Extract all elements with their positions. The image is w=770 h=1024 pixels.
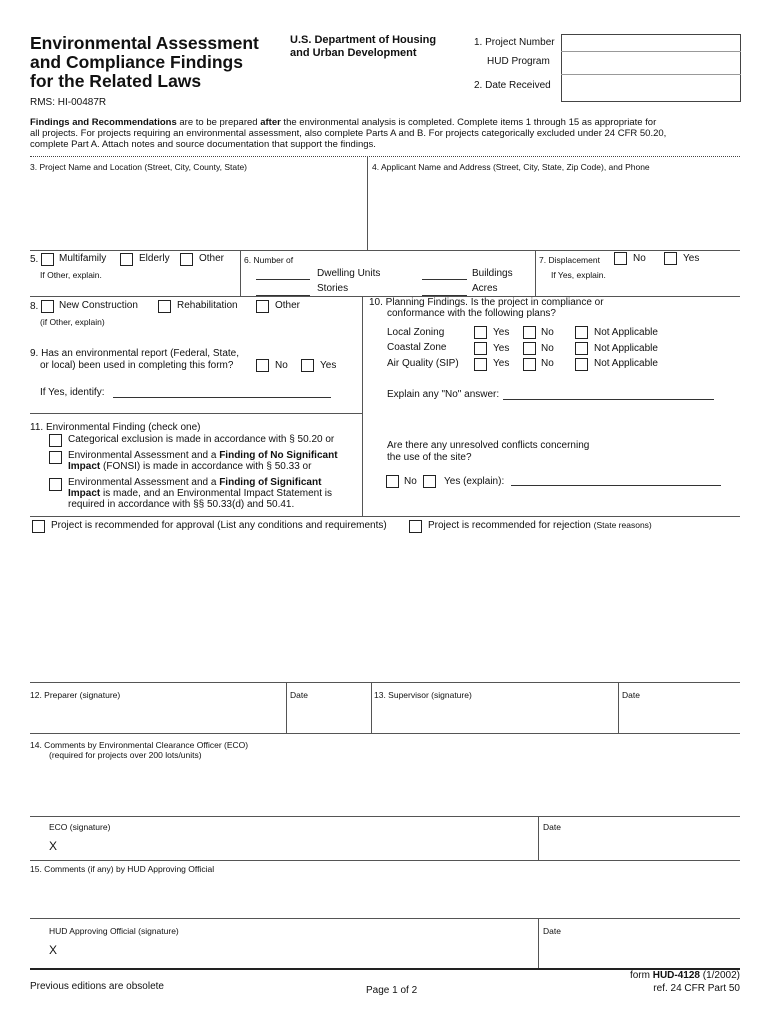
local-zoning-no-label: No: [541, 327, 554, 338]
new-construction-label: New Construction: [59, 300, 138, 311]
hud-official-comments-label: 15. Comments (if any) by HUD Approving Official: [30, 864, 215, 874]
stories-label: Stories: [317, 283, 349, 294]
recommend-approval-label: Project is recommended for approval (List any conditions and requirements): [51, 520, 387, 531]
coastal-zone-no-checkbox[interactable]: [523, 342, 536, 355]
coastal-zone-yes-label: Yes: [493, 343, 510, 354]
supervisor-date-label: Date: [622, 690, 640, 700]
form-title-line3: for the Related Laws: [30, 71, 202, 91]
fonsi-label-line2: Impact (FONSI) is made in accordance with § 50.33 or: [68, 461, 312, 472]
fonsi-label-line1: Environmental Assessment and a Finding of No Significant: [68, 450, 338, 461]
significant-impact-checkbox[interactable]: [49, 478, 62, 491]
conflicts-yes-label: Yes (explain):: [444, 476, 505, 487]
displacement-explain-label: If Yes, explain.: [551, 270, 606, 280]
eco-comments-label-line1: 14. Comments by Environmental Clearance Officer (ECO): [30, 740, 249, 750]
hud-program-label: HUD Program: [487, 56, 550, 67]
conflicts-no-checkbox[interactable]: [386, 475, 399, 488]
recommend-rejection-checkbox[interactable]: [409, 520, 422, 533]
instructions-line1: Findings and Recommendations are to be prepared after the environmental analysis is completed. Complete items 1 through 15 as appropriate for: [30, 117, 657, 128]
eco-date-field[interactable]: [543, 834, 738, 858]
displacement-yes-label: Yes: [683, 253, 700, 264]
dwelling-units-field[interactable]: [256, 279, 310, 280]
date-received-field[interactable]: [563, 76, 739, 100]
hud-program-field[interactable]: [563, 53, 739, 73]
rehabilitation-checkbox[interactable]: [158, 300, 171, 313]
recommendation-notes-area[interactable]: [30, 536, 740, 680]
significant-impact-label-line2: Impact is made, and an Environmental Impact Statement is: [68, 488, 333, 499]
recommend-rejection-label: Project is recommended for rejection (State reasons): [428, 520, 652, 531]
department-name-line2: and Urban Development: [290, 47, 417, 59]
air-quality-yes-checkbox[interactable]: [474, 358, 487, 371]
hud-official-date-field[interactable]: [543, 938, 738, 966]
project-number-label: 1. Project Number: [474, 37, 555, 48]
form-number: form HUD-4128 (1/2002): [629, 970, 740, 981]
acres-field[interactable]: [422, 295, 467, 296]
local-zoning-label: Local Zoning: [387, 327, 445, 338]
report-identify-label: If Yes, identify:: [40, 387, 105, 398]
air-quality-no-label: No: [541, 358, 554, 369]
planning-findings-line2: conformance with the following plans?: [387, 308, 556, 319]
other-type-checkbox[interactable]: [180, 253, 193, 266]
supervisor-signature-label: 13. Supervisor (signature): [374, 690, 472, 700]
new-construction-checkbox[interactable]: [41, 300, 54, 313]
multifamily-label: Multifamily: [59, 253, 107, 264]
eco-comments-field[interactable]: [30, 762, 740, 814]
buildings-field[interactable]: [422, 279, 467, 280]
project-name-location-label: 3. Project Name and Location (Street, City, County, State): [30, 162, 248, 172]
coastal-zone-yes-checkbox[interactable]: [474, 342, 487, 355]
conflicts-yes-checkbox[interactable]: [423, 475, 436, 488]
preparer-date-label: Date: [290, 690, 308, 700]
multifamily-checkbox[interactable]: [41, 253, 54, 266]
displacement-no-checkbox[interactable]: [614, 252, 627, 265]
eco-signature-x: X: [49, 839, 58, 853]
elderly-checkbox[interactable]: [120, 253, 133, 266]
eco-signature-field[interactable]: [62, 834, 536, 858]
applicant-name-address-field[interactable]: [370, 174, 738, 248]
instructions-line3: complete Part A. Attach notes and source documentation that support the findings.: [30, 139, 376, 150]
date-received-label: 2. Date Received: [474, 80, 551, 91]
acres-label: Acres: [472, 283, 498, 294]
categorical-exclusion-checkbox[interactable]: [49, 434, 62, 447]
explain-no-field[interactable]: [503, 399, 714, 400]
report-identify-field[interactable]: [113, 397, 331, 398]
project-number-field[interactable]: [563, 36, 739, 50]
item5-number: 5.: [30, 254, 39, 265]
fonsi-checkbox[interactable]: [49, 451, 62, 464]
categorical-exclusion-label: Categorical exclusion is made in accordance with § 50.20 or: [68, 434, 335, 445]
other-type-label: Other: [199, 253, 225, 264]
instructions-line2: all projects. For projects requiring an environmental assessment, also complete Parts A and B. For projects categorically excluded under 24 CFR 50.20,: [30, 128, 667, 139]
item8-number: 8.: [30, 301, 39, 312]
significant-impact-label-line3: required in accordance with §§ 50.33(d) and 50.41.: [68, 499, 295, 510]
conflicts-no-label: No: [404, 476, 417, 487]
previous-editions-note: Previous editions are obsolete: [30, 981, 164, 992]
hud-official-signature-field[interactable]: [62, 938, 536, 966]
displacement-yes-checkbox[interactable]: [664, 252, 677, 265]
conflicts-explain-field[interactable]: [511, 485, 721, 486]
coastal-zone-no-label: No: [541, 343, 554, 354]
recommend-approval-checkbox[interactable]: [32, 520, 45, 533]
dwelling-units-label: Dwelling Units: [317, 268, 381, 279]
local-zoning-na-label: Not Applicable: [594, 327, 658, 338]
other-construction-explain-label: (if Other, explain): [40, 317, 105, 327]
report-no-checkbox[interactable]: [256, 359, 269, 372]
report-yes-label: Yes: [320, 360, 337, 371]
coastal-zone-na-label: Not Applicable: [594, 343, 658, 354]
environmental-finding-label: 11. Environmental Finding (check one): [30, 422, 201, 433]
local-zoning-yes-label: Yes: [493, 327, 510, 338]
planning-findings-line1: 10. Planning Findings. Is the project in compliance or: [369, 297, 604, 308]
report-no-label: No: [275, 360, 288, 371]
air-quality-yes-label: Yes: [493, 358, 510, 369]
coastal-zone-label: Coastal Zone: [387, 342, 447, 353]
other-construction-label: Other: [275, 300, 301, 311]
hud-official-signature-x: X: [49, 943, 58, 957]
rejection-note: (State reasons): [593, 520, 652, 530]
applicant-name-address-label: 4. Applicant Name and Address (Street, City, State, Zip Code), and Phone: [372, 162, 650, 172]
explain-no-label: Explain any "No" answer:: [387, 389, 500, 400]
instructions-lead: Findings and Recommendations: [30, 117, 177, 128]
coastal-zone-na-checkbox[interactable]: [575, 342, 588, 355]
environmental-report-question-line1: 9. Has an environmental report (Federal, State,: [30, 348, 239, 359]
environmental-report-question-line2: or local) been used in completing this form?: [40, 360, 234, 371]
rehabilitation-label: Rehabilitation: [177, 300, 238, 311]
elderly-label: Elderly: [139, 253, 170, 264]
displacement-label: 7. Displacement: [539, 255, 600, 265]
supervisor-date-field[interactable]: [622, 702, 738, 731]
form-title-line2: and Compliance Findings: [30, 52, 243, 72]
report-yes-checkbox[interactable]: [301, 359, 314, 372]
cfr-reference: ref. 24 CFR Part 50: [653, 983, 740, 994]
air-quality-label: Air Quality (SIP): [387, 358, 459, 369]
eco-date-label: Date: [543, 822, 561, 832]
hud-official-signature-label: HUD Approving Official (signature): [49, 926, 179, 936]
air-quality-na-checkbox[interactable]: [575, 358, 588, 371]
department-name-line1: U.S. Department of Housing: [290, 34, 437, 46]
hud-official-comments-field[interactable]: [30, 876, 740, 916]
page-number: Page 1 of 2: [366, 985, 418, 996]
air-quality-na-label: Not Applicable: [594, 358, 658, 369]
eco-signature-label: ECO (signature): [49, 822, 111, 832]
preparer-date-field[interactable]: [290, 702, 369, 731]
supervisor-signature-field[interactable]: [374, 702, 616, 731]
hud-official-date-label: Date: [543, 926, 561, 936]
air-quality-no-checkbox[interactable]: [523, 358, 536, 371]
form-title-line1: Environmental Assessment: [30, 33, 259, 53]
rms-code: RMS: HI-00487R: [30, 97, 107, 108]
stories-field[interactable]: [256, 295, 310, 296]
other-construction-checkbox[interactable]: [256, 300, 269, 313]
displacement-no-label: No: [633, 253, 646, 264]
local-zoning-no-checkbox[interactable]: [523, 326, 536, 339]
other-explain-label: If Other, explain.: [40, 270, 102, 280]
local-zoning-yes-checkbox[interactable]: [474, 326, 487, 339]
local-zoning-na-checkbox[interactable]: [575, 326, 588, 339]
preparer-signature-field[interactable]: [30, 702, 284, 731]
buildings-label: Buildings: [472, 268, 513, 279]
significant-impact-label-line1: Environmental Assessment and a Finding of Significant: [68, 477, 322, 488]
unresolved-conflicts-line2: the use of the site?: [387, 452, 472, 463]
unresolved-conflicts-line1: Are there any unresolved conflicts concerning: [387, 440, 590, 451]
project-name-location-field[interactable]: [30, 174, 364, 248]
number-of-label: 6. Number of: [244, 255, 294, 265]
preparer-signature-label: 12. Preparer (signature): [30, 690, 121, 700]
eco-comments-label-line2: (required for projects over 200 lots/units): [49, 750, 202, 760]
